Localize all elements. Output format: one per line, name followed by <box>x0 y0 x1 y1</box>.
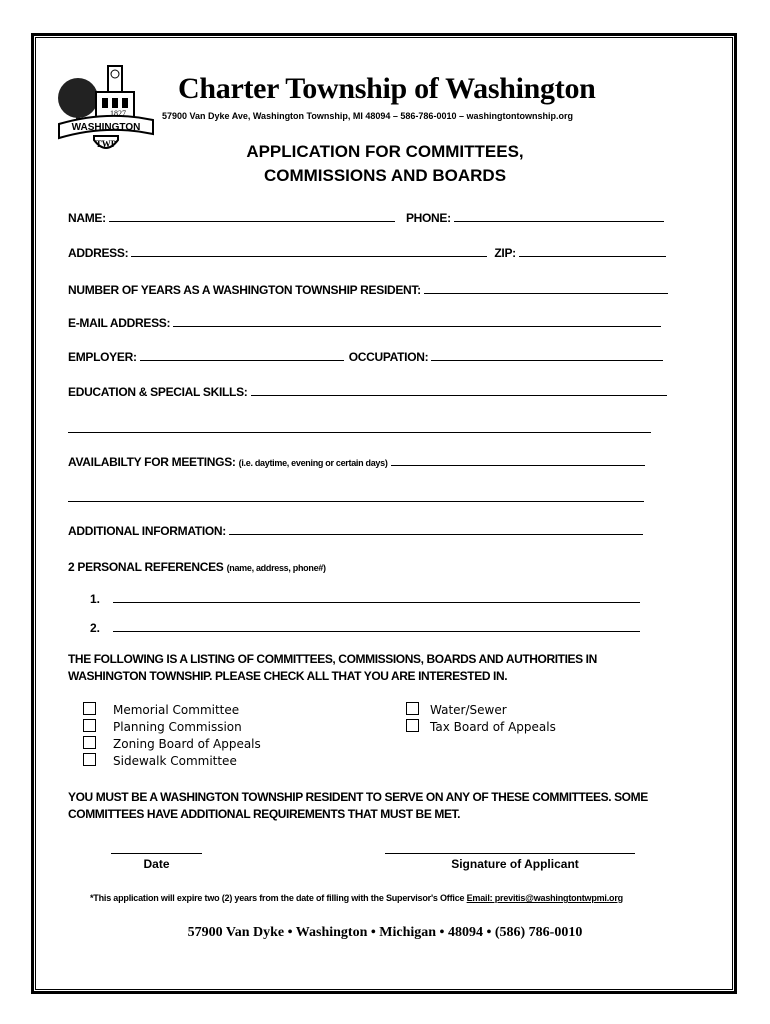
phone-field[interactable] <box>454 211 664 222</box>
employer-label: EMPLOYER: <box>68 350 137 364</box>
education-row <box>68 385 667 399</box>
checkbox-label: Tax Board of Appeals <box>430 720 556 734</box>
checkbox-tax-board[interactable] <box>406 719 556 734</box>
availability-row <box>68 455 645 469</box>
supervisor-email-link[interactable]: Email: previtis@washingtontwpmi.org <box>466 893 623 903</box>
address-field[interactable] <box>131 246 487 257</box>
checkbox-label: Planning Commission <box>113 720 242 734</box>
availability-field-line2[interactable] <box>68 501 644 502</box>
occupation-field[interactable] <box>431 350 663 361</box>
logo-year: 1827 <box>110 109 126 118</box>
committees-intro: THE FOLLOWING IS A LISTING OF COMMITTEES, COMMISSIONS, BOARDS AND AUTHORITIES IN WASHINGTON TOWNSHIP. PLEASE CHECK ALL THAT YOU ARE INTERESTED IN. <box>68 652 597 683</box>
checkbox-box[interactable] <box>406 702 419 715</box>
township-name: Charter Township of Washington <box>178 72 596 105</box>
email-row <box>68 316 661 330</box>
reference-1-number: 1. <box>90 592 101 606</box>
checkbox-label: Memorial Committee <box>113 703 240 717</box>
expiration-note-text: *This application will expire two (2) years from the date of filling with the Supervisor's Office <box>90 893 467 903</box>
references-row <box>68 560 326 574</box>
checkbox-planning-commission[interactable] <box>83 719 242 734</box>
checkbox-label: Sidewalk Committee <box>113 754 237 768</box>
reference-1-field[interactable] <box>113 602 640 603</box>
checkbox-water-sewer[interactable] <box>406 702 507 717</box>
zip-field[interactable] <box>519 246 666 257</box>
logo-word-twp: TWP <box>95 139 117 149</box>
signature-field[interactable] <box>385 853 635 854</box>
checkbox-zoning-board[interactable] <box>83 736 261 751</box>
years-field[interactable] <box>424 283 668 294</box>
form-title-line2: COMMISSIONS AND BOARDS <box>263 166 507 185</box>
checkbox-sidewalk-committee[interactable] <box>83 753 237 768</box>
checkbox-label: Water/Sewer <box>430 703 507 717</box>
additional-row <box>68 524 643 538</box>
signature-label: Signature of Applicant <box>451 857 579 871</box>
logo-word-washington: WASHINGTON <box>71 122 141 133</box>
name-label: NAME: <box>68 211 106 225</box>
availability-label: AVAILABILTY FOR MEETINGS: <box>68 455 236 469</box>
reference-2-number: 2. <box>90 621 101 635</box>
name-phone-row <box>68 211 664 225</box>
date-field[interactable] <box>111 853 202 854</box>
references-hint: (name, address, phone#) <box>226 563 326 573</box>
name-field[interactable] <box>109 211 395 222</box>
email-field[interactable] <box>173 316 661 327</box>
availability-field[interactable] <box>391 455 645 466</box>
checkbox-box[interactable] <box>83 753 96 766</box>
reference-2-field[interactable] <box>113 631 640 632</box>
residency-requirement: YOU MUST BE A WASHINGTON TOWNSHIP RESIDENT TO SERVE ON ANY OF THESE COMMITTEES. SOME COMMITTEES HAVE ADDITIONAL REQUIREMENTS THAT MUST BE MET. <box>68 790 648 821</box>
email-label: E-MAIL ADDRESS: <box>68 316 171 330</box>
education-label: EDUCATION & SPECIAL SKILLS: <box>68 385 248 399</box>
employer-field[interactable] <box>140 350 344 361</box>
date-label: Date <box>143 857 170 871</box>
address-zip-row <box>68 246 666 260</box>
additional-field[interactable] <box>229 524 643 535</box>
education-field-line2[interactable] <box>68 432 651 433</box>
availability-hint: (i.e. daytime, evening or certain days) <box>238 458 388 468</box>
phone-label: PHONE: <box>405 211 451 225</box>
checkbox-box[interactable] <box>83 702 96 715</box>
checkbox-box[interactable] <box>406 719 419 732</box>
references-label: 2 PERSONAL REFERENCES <box>68 560 224 574</box>
form-title-line1: APPLICATION FOR COMMITTEES, <box>246 142 524 161</box>
footer-address: 57900 Van Dyke • Washington • Michigan • 48094 • (586) 786-0010 <box>187 925 583 940</box>
township-address-line: 57900 Van Dyke Ave, Washington Township, MI 48094 – 586-786-0010 – washingtontownship.org <box>162 111 573 121</box>
years-row <box>68 283 668 297</box>
township-seal-logo <box>56 60 156 160</box>
zip-label: ZIP: <box>494 246 516 260</box>
employer-occupation-row <box>68 350 663 364</box>
education-field[interactable] <box>251 385 667 396</box>
checkbox-memorial-committee[interactable] <box>83 702 239 717</box>
checkbox-box[interactable] <box>83 719 96 732</box>
additional-label: ADDITIONAL INFORMATION: <box>68 524 226 538</box>
occupation-label: OCCUPATION: <box>348 350 429 364</box>
years-label: NUMBER OF YEARS AS A WASHINGTON TOWNSHIP RESIDENT: <box>68 283 421 297</box>
address-label: ADDRESS: <box>68 246 129 260</box>
checkbox-box[interactable] <box>83 736 96 749</box>
expiration-note <box>90 893 623 903</box>
checkbox-label: Zoning Board of Appeals <box>113 737 261 751</box>
